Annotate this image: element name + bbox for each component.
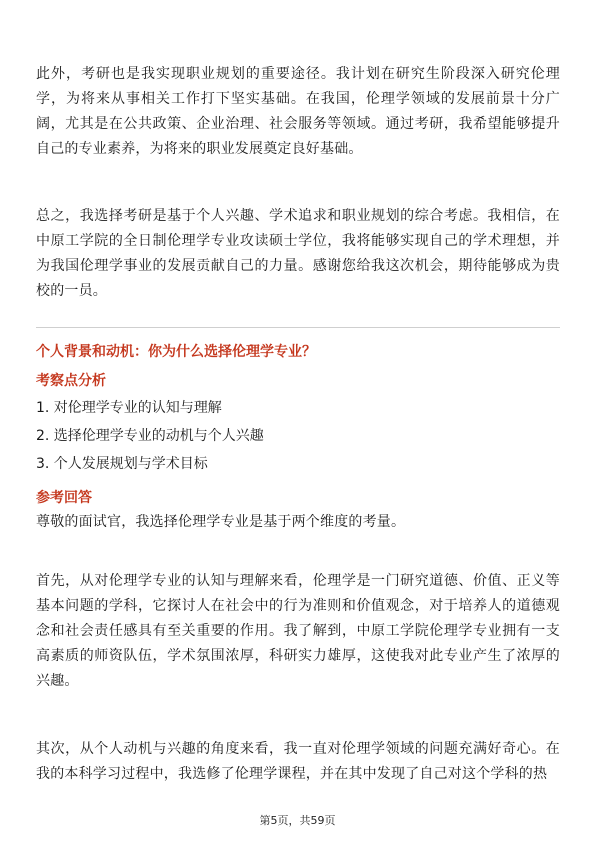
page-number: 第5页，共59页 bbox=[259, 814, 336, 827]
section-divider bbox=[36, 327, 560, 328]
answer-paragraph-first: 首先，从对伦理学专业的认知与理解来看，伦理学是一门研究道德、价值、正义等基本问题的学科，它探讨人在社会中的行为准则和价值观念，对于培养人的道德观念和社会责任感具有至关重要的作用。我了解到，中原工学院伦理学专业拥有一支高素质的师资队伍，学术氛围浓厚，科研实力雄厚，这使我对此专业产生了浓厚的兴趣。 bbox=[36, 573, 560, 689]
analysis-point: 1. 对伦理学专业的认知与理解 bbox=[36, 400, 222, 416]
answer-paragraph-second: 其次，从个人动机与兴趣的角度来看，我一直对伦理学领域的问题充满好奇心。在我的本科学习过程中，我选修了伦理学课程，并在其中发现了自己对这个学科的热 bbox=[36, 741, 560, 782]
analysis-point: 3. 个人发展规划与学术目标 bbox=[36, 456, 208, 472]
question-heading: 个人背景和动机：你为什么选择伦理学专业？ bbox=[36, 344, 316, 360]
answer-intro: 尊敬的面试官，我选择伦理学专业是基于两个维度的考量。 bbox=[36, 514, 406, 530]
paragraph-career-planning: 此外，考研也是我实现职业规划的重要途径。我计划在研究生阶段深入研究伦理学，为将来从事相关工作打下坚实基础。在我国，伦理学领域的发展前景十分广阔，尤其是在公共政策、企业治理、社会服务等领域。通过考研，我希望能够提升自己的专业素养，为将来的职业发展奠定良好基础。 bbox=[36, 66, 560, 157]
paragraph-conclusion: 总之，我选择考研是基于个人兴趣、学术追求和职业规划的综合考虑。我相信，在中原工学院的全日制伦理学专业攻读硕士学位，我将能够实现自己的学术理想，并为我国伦理学事业的发展贡献自己的力量。感谢您给我这次机会，期待能够成为贵校的一员。 bbox=[36, 208, 560, 299]
analysis-point: 2. 选择伦理学专业的动机与个人兴趣 bbox=[36, 428, 264, 444]
analysis-label: 考察点分析 bbox=[36, 373, 106, 389]
answer-label: 参考回答 bbox=[36, 490, 92, 506]
